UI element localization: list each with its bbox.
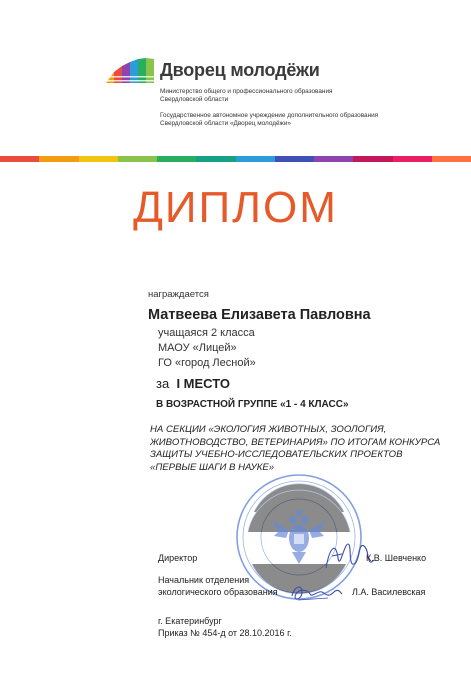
stripe-segment bbox=[432, 156, 471, 162]
institution-text: Государственное автономное учреждение дополнительного образования Свердловской области «Дворец молодёжи» bbox=[160, 112, 379, 127]
head-signature-icon bbox=[288, 578, 344, 606]
place-prefix: за bbox=[156, 376, 170, 391]
head-title-1: Начальник отделения bbox=[158, 575, 250, 585]
stripe-segment bbox=[196, 156, 235, 162]
recipient-name: Матвеева Елизавета Павловна bbox=[148, 307, 371, 323]
stripe-segment bbox=[157, 156, 196, 162]
stripe-segment bbox=[275, 156, 314, 162]
stripe-segment bbox=[393, 156, 432, 162]
place-value: I МЕСТО bbox=[176, 376, 230, 391]
school-line: МАОУ «Лицей» bbox=[158, 342, 237, 354]
color-stripe bbox=[0, 156, 471, 162]
footer-order: Приказ № 454-д от 28.10.2016 г. bbox=[158, 628, 292, 638]
city-line: ГО «город Лесной» bbox=[158, 357, 256, 369]
diploma-title: ДИПЛОМ bbox=[133, 183, 338, 232]
awarded-label: награждается bbox=[148, 289, 209, 300]
ministry-text: Министерство общего и профессионального образования Свердловской области bbox=[160, 88, 333, 103]
stripe-segment bbox=[314, 156, 353, 162]
head-title-2: экологического образования bbox=[158, 587, 278, 597]
stripe-segment bbox=[0, 156, 39, 162]
stripe-segment bbox=[39, 156, 78, 162]
head-name: Л.А. Василевская bbox=[352, 587, 426, 597]
stripe-segment bbox=[79, 156, 118, 162]
dvorets-logo-icon bbox=[104, 56, 156, 84]
director-name: К.В. Шевченко bbox=[366, 553, 427, 563]
age-group: В ВОЗРАСТНОЙ ГРУППЕ «1 - 4 КЛАСС» bbox=[156, 399, 349, 410]
place-line bbox=[156, 376, 230, 391]
stripe-segment bbox=[236, 156, 275, 162]
student-line: учащаяся 2 класса bbox=[158, 327, 255, 339]
stripe-segment bbox=[118, 156, 157, 162]
section-text: НА СЕКЦИИ «ЭКОЛОГИЯ ЖИВОТНЫХ, ЗООЛОГИЯ, ЖИВОТНОВОДСТВО, ВЕТЕРИНАРИЯ» ПО ИТОГАМ КОНКУРСА ЗАЩИТЫ УЧЕБНО-ИССЛЕДОВАТЕЛЬСКИХ ПРОЕКТОВ «ПЕРВЫЕ ШАГИ В НАУКЕ» bbox=[150, 424, 441, 473]
director-title: Директор bbox=[158, 553, 198, 563]
footer-city: г. Екатеринбург bbox=[158, 616, 222, 626]
stripe-segment bbox=[353, 156, 392, 162]
org-name: Дворец молодёжи bbox=[160, 60, 320, 80]
